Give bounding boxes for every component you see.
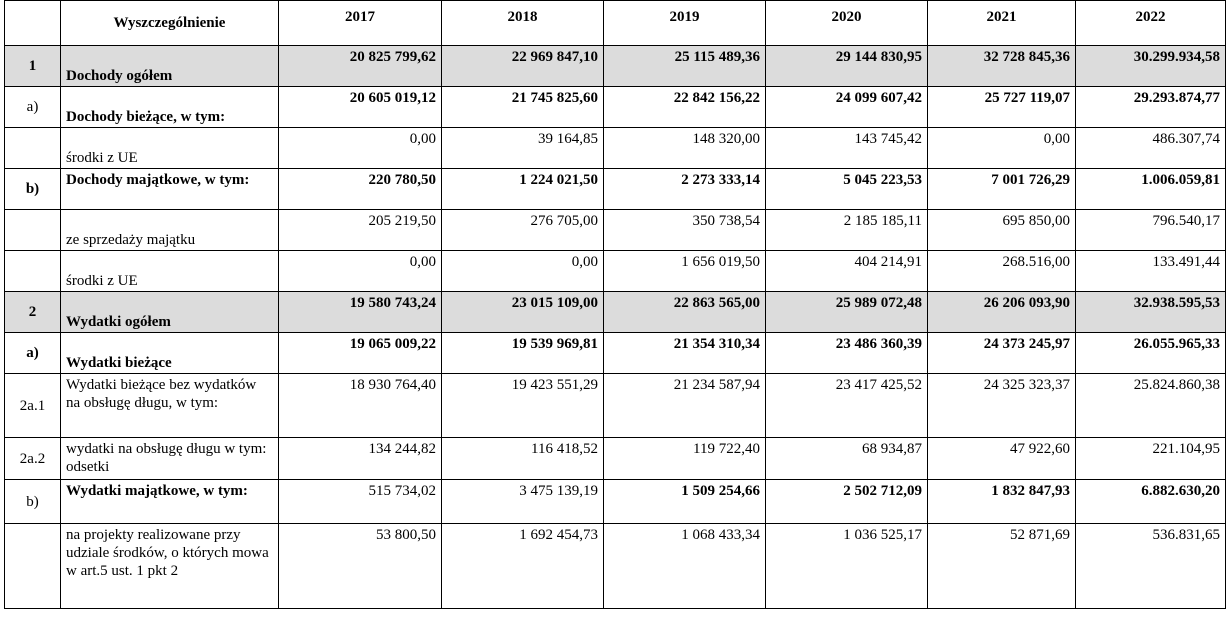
row-index: b) — [5, 169, 61, 210]
value-2019: 119 722,40 — [604, 438, 766, 480]
value-2021: 0,00 — [928, 128, 1076, 169]
value-2020: 29 144 830,95 — [766, 46, 928, 87]
row-index: 1 — [5, 46, 61, 87]
value-2017: 19 580 743,24 — [279, 292, 442, 333]
table-row — [5, 128, 1226, 169]
header-year-2018: 2018 — [442, 1, 604, 46]
table-row — [5, 46, 1226, 87]
value-2018: 3 475 139,19 — [442, 480, 604, 524]
value-2018: 1 224 021,50 — [442, 169, 604, 210]
value-2017: 134 244,82 — [279, 438, 442, 480]
row-index: 2a.1 — [5, 374, 61, 438]
row-index — [5, 128, 61, 169]
value-2020: 23 417 425,52 — [766, 374, 928, 438]
header-year-2020: 2020 — [766, 1, 928, 46]
value-2022: 25.824.860,38 — [1076, 374, 1226, 438]
row-label: Dochody bieżące, w tym: — [61, 87, 279, 128]
value-2017: 0,00 — [279, 128, 442, 169]
value-2020: 5 045 223,53 — [766, 169, 928, 210]
row-index: a) — [5, 87, 61, 128]
value-2019: 350 738,54 — [604, 210, 766, 251]
value-2020: 2 502 712,09 — [766, 480, 928, 524]
row-index: a) — [5, 333, 61, 374]
value-2018: 19 423 551,29 — [442, 374, 604, 438]
value-2022: 29.293.874,77 — [1076, 87, 1226, 128]
table-row — [5, 480, 1226, 524]
value-2019: 2 273 333,14 — [604, 169, 766, 210]
table-row — [5, 251, 1226, 292]
value-2017: 19 065 009,22 — [279, 333, 442, 374]
row-index — [5, 251, 61, 292]
value-2018: 276 705,00 — [442, 210, 604, 251]
value-2019: 25 115 489,36 — [604, 46, 766, 87]
value-2021: 47 922,60 — [928, 438, 1076, 480]
header-year-2019: 2019 — [604, 1, 766, 46]
value-2022: 26.055.965,33 — [1076, 333, 1226, 374]
header-year-2017: 2017 — [279, 1, 442, 46]
value-2021: 695 850,00 — [928, 210, 1076, 251]
table-row — [5, 210, 1226, 251]
value-2021: 7 001 726,29 — [928, 169, 1076, 210]
value-2019: 1 068 433,34 — [604, 524, 766, 609]
value-2022: 30.299.934,58 — [1076, 46, 1226, 87]
value-2022: 133.491,44 — [1076, 251, 1226, 292]
value-2022: 796.540,17 — [1076, 210, 1226, 251]
value-2022: 32.938.595,53 — [1076, 292, 1226, 333]
row-index: 2 — [5, 292, 61, 333]
value-2018: 21 745 825,60 — [442, 87, 604, 128]
value-2017: 20 825 799,62 — [279, 46, 442, 87]
value-2019: 21 354 310,34 — [604, 333, 766, 374]
value-2018: 22 969 847,10 — [442, 46, 604, 87]
value-2017: 53 800,50 — [279, 524, 442, 609]
value-2018: 0,00 — [442, 251, 604, 292]
value-2022: 536.831,65 — [1076, 524, 1226, 609]
value-2021: 32 728 845,36 — [928, 46, 1076, 87]
table-row — [5, 169, 1226, 210]
value-2020: 25 989 072,48 — [766, 292, 928, 333]
value-2017: 205 219,50 — [279, 210, 442, 251]
value-2020: 2 185 185,11 — [766, 210, 928, 251]
value-2017: 220 780,50 — [279, 169, 442, 210]
row-label: środki z UE — [61, 251, 279, 292]
row-label: ze sprzedaży majątku — [61, 210, 279, 251]
value-2022: 6.882.630,20 — [1076, 480, 1226, 524]
row-label: wydatki na obsługę długu w tym: odsetki — [61, 438, 279, 480]
value-2019: 1 656 019,50 — [604, 251, 766, 292]
value-2022: 1.006.059,81 — [1076, 169, 1226, 210]
value-2020: 24 099 607,42 — [766, 87, 928, 128]
value-2018: 19 539 969,81 — [442, 333, 604, 374]
row-label: Dochody majątkowe, w tym: — [61, 169, 279, 210]
row-label: na projekty realizowane przy udziale środków, o których mowa w art.5 ust. 1 pkt 2 — [61, 524, 279, 609]
row-label: Wydatki bieżące bez wydatków na obsługę długu, w tym: — [61, 374, 279, 438]
header-year-2022: 2022 — [1076, 1, 1226, 46]
value-2022: 486.307,74 — [1076, 128, 1226, 169]
value-2020: 1 036 525,17 — [766, 524, 928, 609]
value-2018: 1 692 454,73 — [442, 524, 604, 609]
value-2018: 116 418,52 — [442, 438, 604, 480]
value-2019: 22 842 156,22 — [604, 87, 766, 128]
value-2021: 24 325 323,37 — [928, 374, 1076, 438]
value-2022: 221.104,95 — [1076, 438, 1226, 480]
value-2020: 404 214,91 — [766, 251, 928, 292]
value-2021: 268.516,00 — [928, 251, 1076, 292]
value-2020: 143 745,42 — [766, 128, 928, 169]
row-index: 2a.2 — [5, 438, 61, 480]
row-index: b) — [5, 480, 61, 524]
value-2019: 21 234 587,94 — [604, 374, 766, 438]
value-2021: 1 832 847,93 — [928, 480, 1076, 524]
value-2018: 39 164,85 — [442, 128, 604, 169]
row-label: Wydatki majątkowe, w tym: — [61, 480, 279, 524]
value-2021: 25 727 119,07 — [928, 87, 1076, 128]
value-2019: 1 509 254,66 — [604, 480, 766, 524]
budget-table — [4, 0, 1226, 609]
value-2020: 68 934,87 — [766, 438, 928, 480]
value-2017: 18 930 764,40 — [279, 374, 442, 438]
value-2018: 23 015 109,00 — [442, 292, 604, 333]
value-2017: 515 734,02 — [279, 480, 442, 524]
table-row — [5, 438, 1226, 480]
table-row — [5, 374, 1226, 438]
row-index — [5, 210, 61, 251]
table-row — [5, 292, 1226, 333]
table-row — [5, 87, 1226, 128]
row-label: Wydatki bieżące — [61, 333, 279, 374]
row-label: Wydatki ogółem — [61, 292, 279, 333]
value-2021: 52 871,69 — [928, 524, 1076, 609]
value-2020: 23 486 360,39 — [766, 333, 928, 374]
header-index-cell — [5, 1, 61, 46]
value-2017: 0,00 — [279, 251, 442, 292]
row-label: Dochody ogółem — [61, 46, 279, 87]
table-row — [5, 524, 1226, 609]
value-2021: 26 206 093,90 — [928, 292, 1076, 333]
value-2021: 24 373 245,97 — [928, 333, 1076, 374]
table-row — [5, 333, 1226, 374]
header-description: Wyszczególnienie — [61, 1, 279, 46]
header-year-2021: 2021 — [928, 1, 1076, 46]
value-2017: 20 605 019,12 — [279, 87, 442, 128]
value-2019: 148 320,00 — [604, 128, 766, 169]
row-label: środki z UE — [61, 128, 279, 169]
row-index — [5, 524, 61, 609]
value-2019: 22 863 565,00 — [604, 292, 766, 333]
header-row — [5, 1, 1226, 46]
